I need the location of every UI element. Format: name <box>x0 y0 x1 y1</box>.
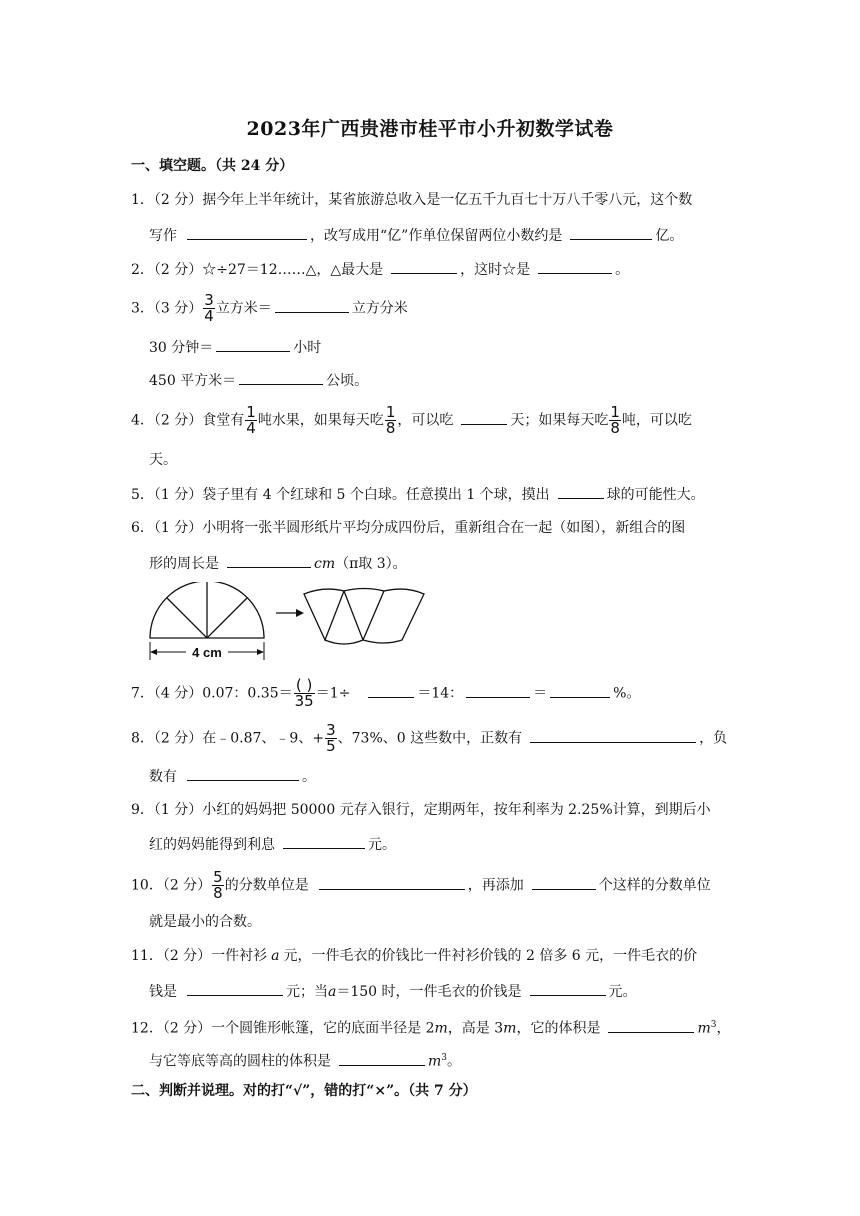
question-6-line-2: 形的周长是 cm（π取 3）。 <box>149 553 407 574</box>
question-9-line-2: 红的妈妈能得到利息 元。 <box>149 834 396 855</box>
answer-blank[interactable] <box>570 225 652 240</box>
fraction: $\frac{3}{4}$ <box>204 291 214 325</box>
question-12-line-2: 与它等底等高的圆柱的体积是 $m^3$。 <box>149 1048 461 1072</box>
fraction: $\frac{1}{4}$ <box>246 403 256 437</box>
question-4-line-1: 4．（2 分）食堂有 $\frac{1}{4}$ 吨水果，如果每天吃 $\frac{1}{8}$ ，可以吃 天；如果每天吃 $\frac{1}{8}$ 吨，可以吃 <box>131 403 692 437</box>
question-8-line-2: 数有 。 <box>149 766 316 787</box>
answer-blank[interactable] <box>216 337 290 352</box>
question-3-line-3: 450 平方米＝ 公顷。 <box>149 370 368 391</box>
section-heading-fill-blank: 一、填空题。（共 24 分） <box>131 158 294 174</box>
answer-blank[interactable] <box>550 683 610 698</box>
fraction: $\frac{5}{8}$ <box>213 868 223 902</box>
question-4-line-2: 天。 <box>149 452 177 468</box>
answer-blank[interactable] <box>538 259 612 274</box>
question-1-line-1: 1．（2 分）据今年上半年统计，某省旅游总收入是一亿五千九百七十万八千零八元，这个数 <box>131 192 693 208</box>
question-2: 2．（2 分）☆÷27＝12……△，△最大是 ，这时☆是 。 <box>131 259 629 280</box>
answer-blank[interactable] <box>187 981 283 996</box>
answer-blank[interactable] <box>187 225 307 240</box>
question-11-line-2: 钱是 元；当a＝150 时，一件毛衣的价钱是 元。 <box>149 981 637 1002</box>
fraction: $\frac{1}{8}$ <box>385 403 396 437</box>
page-title: 2023年广西贵港市桂平市小升初数学试卷 <box>246 118 614 140</box>
answer-blank[interactable] <box>558 484 604 499</box>
answer-blank[interactable] <box>239 370 323 385</box>
question-3-line-2: 30 分钟＝ 小时 <box>149 337 321 358</box>
answer-blank[interactable] <box>608 1018 694 1033</box>
section-heading-judgement: 二、判断并说理。对的打“√”，错的打“×”。（共 7 分） <box>131 1083 477 1099</box>
answer-blank[interactable] <box>368 683 414 698</box>
answer-blank[interactable] <box>283 834 365 849</box>
question-11-line-1: 11．（2 分）一件衬衫 a 元，一件毛衣的价钱比一件衬衫价钱的 2 倍多 6 元，一件毛衣的价 <box>131 948 698 964</box>
answer-blank[interactable] <box>466 683 530 698</box>
answer-blank[interactable] <box>461 410 507 425</box>
answer-blank[interactable] <box>532 875 596 890</box>
question-9-line-1: 9．（1 分）小红的妈妈把 50000 元存入银行，定期两年，按年利率为 2.25%计算，到期后小 <box>131 802 711 818</box>
answer-blank[interactable] <box>339 1051 425 1066</box>
question-10-line-2: 就是最小的合数。 <box>149 914 261 930</box>
fraction: $\frac{3}{5}$ <box>326 721 336 755</box>
question-8-line-1: 8．（2 分）在﹣0.87、﹣9、+ $\frac{3}{5}$ 、73%、0 这些数中，正数有 ，负 <box>131 721 728 755</box>
question-5: 5．（1 分）袋子里有 4 个红球和 5 个白球。任意摸出 1 个球，摸出 球的可能性大。 <box>131 484 705 505</box>
figure-length-label: 4 cm <box>192 645 222 660</box>
fraction: $\frac{( )}{35}$ <box>294 676 314 710</box>
question-10-line-1: 10．（2 分） $\frac{5}{8}$ 的分数单位是 ，再添加 个这样的分数单位 <box>131 868 711 902</box>
answer-blank[interactable] <box>530 981 606 996</box>
question-7: 7．（4 分）0.07：0.35＝ $\frac{( )}{35}$ ＝1÷ ＝14： ＝ %。 <box>131 676 641 710</box>
answer-blank[interactable] <box>530 728 696 743</box>
question-1-line-2: 写作 ，改写成用“亿”作单位保留两位小数约是 亿。 <box>149 225 683 246</box>
semicircle-figure <box>144 582 434 664</box>
question-6-line-1: 6．（1 分）小明将一张半圆形纸片平均分成四份后，重新组合在一起（如图），新组合的图 <box>131 520 686 536</box>
question-3-line-1: 3．（3 分） $\frac{3}{4}$ 立方米＝ 立方分米 <box>131 291 408 325</box>
answer-blank[interactable] <box>319 875 465 890</box>
fraction: $\frac{1}{8}$ <box>610 403 620 437</box>
answer-blank[interactable] <box>275 298 349 313</box>
answer-blank[interactable] <box>187 766 299 781</box>
question-12-line-1: 12．（2 分）一个圆锥形帐篷，它的底面半径是 2m，高是 3m，它的体积是 $m^3$， <box>131 1015 730 1039</box>
answer-blank[interactable] <box>227 553 311 568</box>
answer-blank[interactable] <box>391 259 457 274</box>
